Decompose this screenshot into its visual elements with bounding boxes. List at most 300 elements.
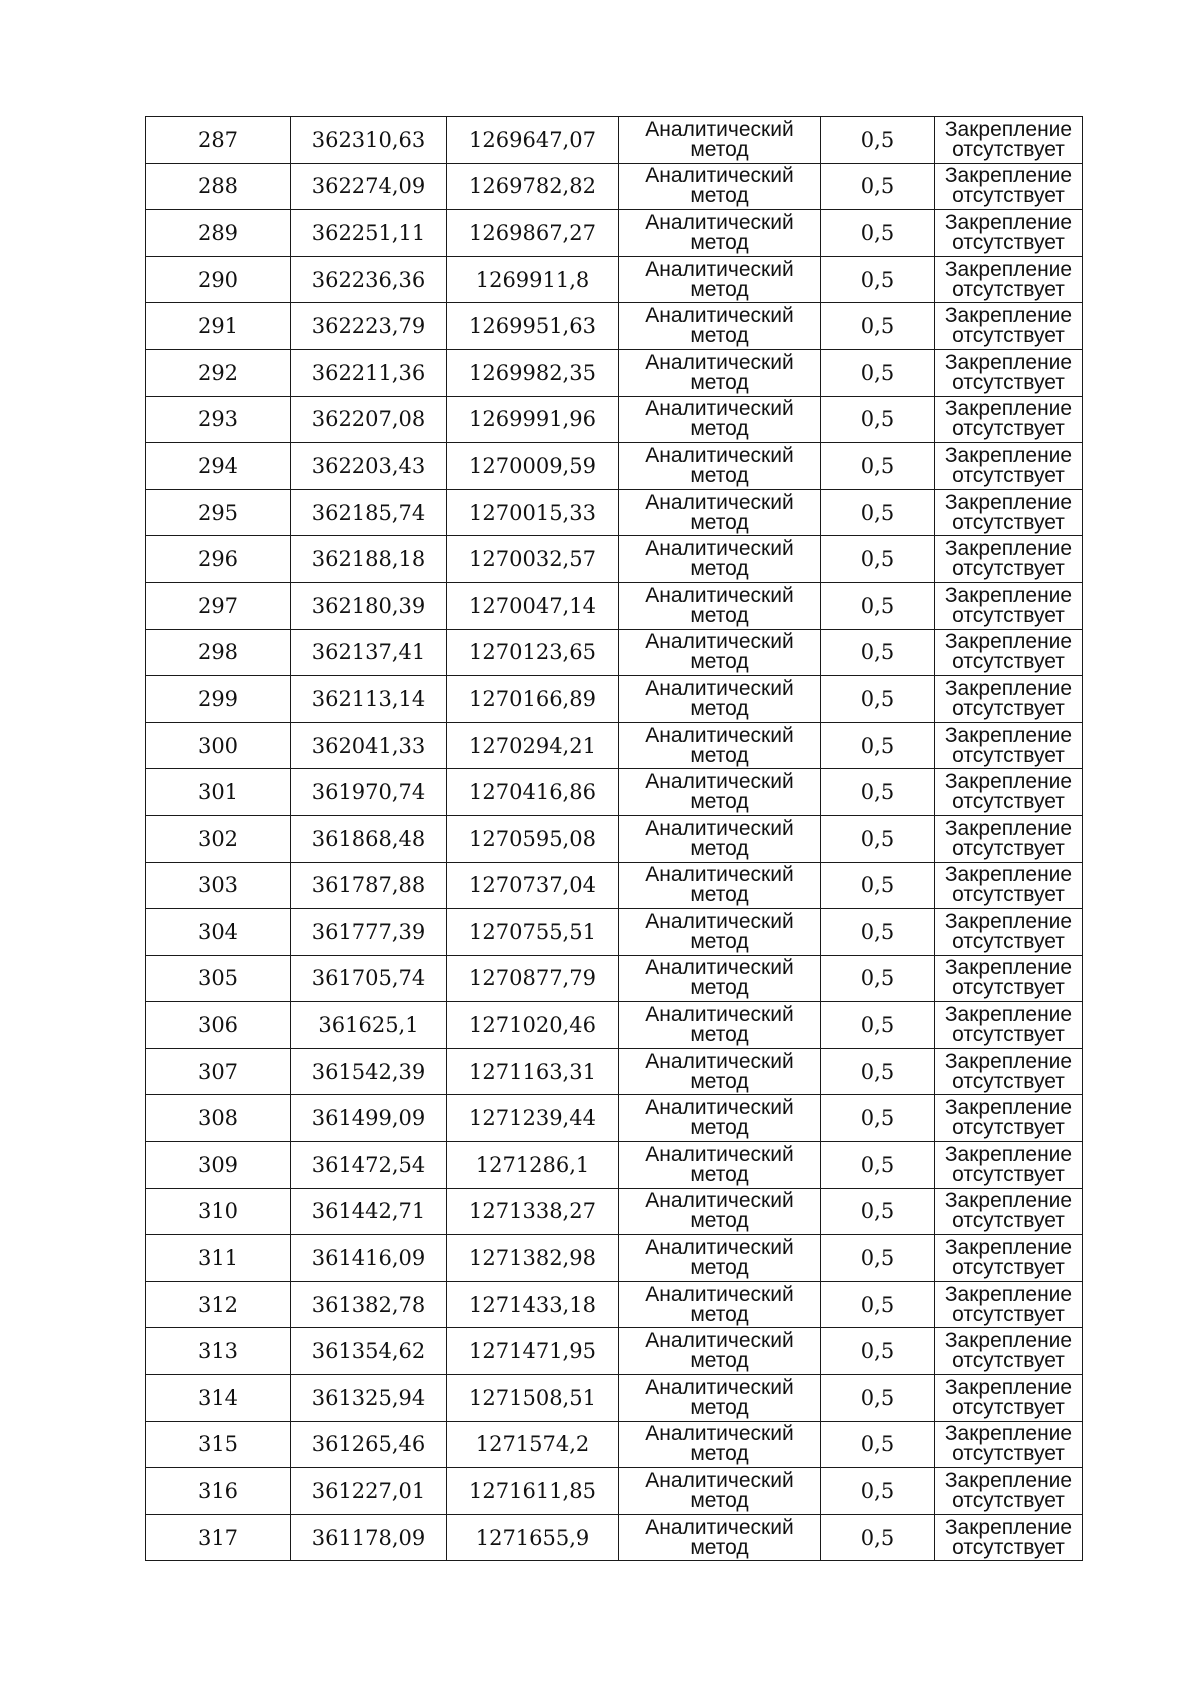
method-line2: метод (690, 1116, 749, 1140)
x-coordinate-cell: 362207,08 (291, 396, 447, 443)
method-line2: метод (690, 603, 749, 627)
fixing-line2: отсутствует (952, 1023, 1065, 1047)
fixing-cell (935, 396, 1083, 443)
x-coordinate-cell: 362041,33 (291, 722, 447, 769)
fixing-line1: Закрепление (944, 164, 1073, 188)
x-coordinate-cell: 362223,79 (291, 303, 447, 350)
accuracy-cell: 0,5 (821, 1514, 935, 1561)
fixing-line2: отсутствует (952, 417, 1065, 441)
fixing-cell (935, 1002, 1083, 1049)
point-number-cell: 303 (146, 862, 291, 909)
table-row (146, 1095, 1083, 1142)
x-coordinate-cell: 361178,09 (291, 1514, 447, 1561)
method-line2: метод (690, 1023, 749, 1047)
method-line1: Аналитический (645, 676, 794, 700)
point-number-cell: 315 (146, 1421, 291, 1468)
accuracy-cell: 0,5 (821, 163, 935, 210)
fixing-line1: Закрепление (944, 1003, 1073, 1027)
y-coordinate-cell: 1270595,08 (447, 815, 619, 862)
fixing-line2: отсутствует (952, 1209, 1065, 1233)
fixing-line2: отсутствует (952, 883, 1065, 907)
y-coordinate-cell: 1271239,44 (447, 1095, 619, 1142)
method-cell (619, 1375, 821, 1422)
x-coordinate-cell: 362310,63 (291, 117, 447, 164)
method-line2: метод (690, 137, 749, 161)
x-coordinate-cell: 361787,88 (291, 862, 447, 909)
method-line1: Аналитический (645, 630, 794, 654)
fixing-cell (935, 769, 1083, 816)
x-coordinate-cell: 362211,36 (291, 349, 447, 396)
fixing-line1: Закрепление (944, 583, 1073, 607)
table-row (146, 1235, 1083, 1282)
accuracy-cell: 0,5 (821, 1328, 935, 1375)
point-number-cell: 304 (146, 909, 291, 956)
method-cell (619, 1514, 821, 1561)
fixing-line1: Закрепление (944, 1515, 1073, 1539)
y-coordinate-cell: 1270032,57 (447, 536, 619, 583)
fixing-line1: Закрепление (944, 257, 1073, 281)
method-cell (619, 349, 821, 396)
point-number-cell: 296 (146, 536, 291, 583)
fixing-line1: Закрепление (944, 210, 1073, 234)
fixing-line1: Закрепление (944, 723, 1073, 747)
point-number-cell: 297 (146, 582, 291, 629)
x-coordinate-cell: 361777,39 (291, 909, 447, 956)
accuracy-cell: 0,5 (821, 1235, 935, 1282)
fixing-line2: отсутствует (952, 1442, 1065, 1466)
method-line2: метод (690, 929, 749, 953)
fixing-line1: Закрепление (944, 770, 1073, 794)
fixing-line2: отсутствует (952, 836, 1065, 860)
table-row (146, 256, 1083, 303)
table-row (146, 769, 1083, 816)
method-line2: метод (690, 790, 749, 814)
method-cell (619, 1095, 821, 1142)
method-line1: Аналитический (645, 304, 794, 328)
accuracy-cell: 0,5 (821, 862, 935, 909)
method-line2: метод (690, 1256, 749, 1280)
y-coordinate-cell: 1271574,2 (447, 1421, 619, 1468)
method-line2: метод (690, 1069, 749, 1093)
method-line2: метод (690, 1489, 749, 1513)
point-number-cell: 294 (146, 443, 291, 490)
method-line2: метод (690, 743, 749, 767)
table-row (146, 1281, 1083, 1328)
fixing-line2: отсутствует (952, 790, 1065, 814)
fixing-cell (935, 955, 1083, 1002)
fixing-line2: отсутствует (952, 463, 1065, 487)
method-cell (619, 676, 821, 723)
accuracy-cell: 0,5 (821, 1048, 935, 1095)
fixing-line2: отсутствует (952, 1069, 1065, 1093)
fixing-line1: Закрепление (944, 1096, 1073, 1120)
y-coordinate-cell: 1269867,27 (447, 210, 619, 257)
method-cell (619, 582, 821, 629)
table-row (146, 163, 1083, 210)
method-line1: Аналитический (645, 863, 794, 887)
method-cell (619, 1328, 821, 1375)
fixing-line2: отсутствует (952, 1256, 1065, 1280)
fixing-cell (935, 1281, 1083, 1328)
accuracy-cell: 0,5 (821, 815, 935, 862)
fixing-line1: Закрепление (944, 1049, 1073, 1073)
accuracy-cell: 0,5 (821, 1142, 935, 1189)
y-coordinate-cell: 1270294,21 (447, 722, 619, 769)
fixing-cell (935, 1048, 1083, 1095)
fixing-cell (935, 163, 1083, 210)
fixing-line2: отсутствует (952, 324, 1065, 348)
fixing-cell (935, 489, 1083, 536)
accuracy-cell: 0,5 (821, 582, 935, 629)
point-number-cell: 292 (146, 349, 291, 396)
method-line2: метод (690, 883, 749, 907)
point-number-cell: 316 (146, 1468, 291, 1515)
y-coordinate-cell: 1270737,04 (447, 862, 619, 909)
x-coordinate-cell: 362137,41 (291, 629, 447, 676)
x-coordinate-cell: 361625,1 (291, 1002, 447, 1049)
table-row (146, 955, 1083, 1002)
fixing-cell (935, 536, 1083, 583)
accuracy-cell: 0,5 (821, 256, 935, 303)
accuracy-cell: 0,5 (821, 1421, 935, 1468)
fixing-cell (935, 1328, 1083, 1375)
accuracy-cell: 0,5 (821, 1095, 935, 1142)
method-line1: Аналитический (645, 1189, 794, 1213)
table-row (146, 909, 1083, 956)
fixing-cell (935, 815, 1083, 862)
fixing-line2: отсутствует (952, 230, 1065, 254)
fixing-line2: отсутствует (952, 1395, 1065, 1419)
method-line1: Аналитический (645, 909, 794, 933)
method-line2: метод (690, 277, 749, 301)
accuracy-cell: 0,5 (821, 1375, 935, 1422)
method-cell (619, 815, 821, 862)
fixing-cell (935, 629, 1083, 676)
fixing-line1: Закрепление (944, 630, 1073, 654)
x-coordinate-cell: 362236,36 (291, 256, 447, 303)
method-line2: метод (690, 1395, 749, 1419)
method-cell (619, 1188, 821, 1235)
method-line1: Аналитический (645, 1422, 794, 1446)
fixing-line1: Закрепление (944, 1329, 1073, 1353)
fixing-line2: отсутствует (952, 184, 1065, 208)
fixing-line1: Закрепление (944, 676, 1073, 700)
method-cell (619, 769, 821, 816)
fixing-line1: Закрепление (944, 304, 1073, 328)
method-cell (619, 862, 821, 909)
y-coordinate-cell: 1271433,18 (447, 1281, 619, 1328)
y-coordinate-cell: 1270877,79 (447, 955, 619, 1002)
point-number-cell: 301 (146, 769, 291, 816)
accuracy-cell: 0,5 (821, 676, 935, 723)
fixing-cell (935, 1468, 1083, 1515)
y-coordinate-cell: 1271020,46 (447, 1002, 619, 1049)
table-row (146, 489, 1083, 536)
method-line2: метод (690, 836, 749, 860)
method-line1: Аналитический (645, 537, 794, 561)
method-line1: Аналитический (645, 723, 794, 747)
fixing-cell (935, 210, 1083, 257)
y-coordinate-cell: 1271163,31 (447, 1048, 619, 1095)
fixing-cell (935, 676, 1083, 723)
y-coordinate-cell: 1271338,27 (447, 1188, 619, 1235)
fixing-cell (935, 722, 1083, 769)
method-cell (619, 1281, 821, 1328)
point-number-cell: 299 (146, 676, 291, 723)
x-coordinate-cell: 362113,14 (291, 676, 447, 723)
accuracy-cell: 0,5 (821, 489, 935, 536)
method-cell (619, 117, 821, 164)
y-coordinate-cell: 1270009,59 (447, 443, 619, 490)
fixing-line1: Закрепление (944, 1236, 1073, 1260)
accuracy-cell: 0,5 (821, 909, 935, 956)
table-row (146, 303, 1083, 350)
fixing-cell (935, 909, 1083, 956)
accuracy-cell: 0,5 (821, 396, 935, 443)
method-line2: метод (690, 463, 749, 487)
method-line2: метод (690, 324, 749, 348)
method-line1: Аналитический (645, 583, 794, 607)
y-coordinate-cell: 1269782,82 (447, 163, 619, 210)
fixing-line2: отсутствует (952, 929, 1065, 953)
y-coordinate-cell: 1270166,89 (447, 676, 619, 723)
method-line2: метод (690, 1535, 749, 1559)
fixing-cell (935, 1514, 1083, 1561)
y-coordinate-cell: 1271471,95 (447, 1328, 619, 1375)
method-cell (619, 1421, 821, 1468)
method-line2: метод (690, 1442, 749, 1466)
table-row (146, 1468, 1083, 1515)
x-coordinate-cell: 361442,71 (291, 1188, 447, 1235)
fixing-cell (935, 1375, 1083, 1422)
method-cell (619, 443, 821, 490)
fixing-cell (935, 117, 1083, 164)
fixing-line2: отсутствует (952, 1162, 1065, 1186)
method-cell (619, 256, 821, 303)
method-line1: Аналитический (645, 210, 794, 234)
point-number-cell: 306 (146, 1002, 291, 1049)
fixing-cell (935, 443, 1083, 490)
fixing-line1: Закрепление (944, 1142, 1073, 1166)
fixing-line2: отсутствует (952, 1535, 1065, 1559)
table-row (146, 1142, 1083, 1189)
table-row (146, 396, 1083, 443)
fixing-line1: Закрепление (944, 350, 1073, 374)
method-cell (619, 909, 821, 956)
fixing-cell (935, 862, 1083, 909)
point-number-cell: 307 (146, 1048, 291, 1095)
method-cell (619, 536, 821, 583)
table-row (146, 1421, 1083, 1468)
method-line1: Аналитический (645, 257, 794, 281)
y-coordinate-cell: 1270416,86 (447, 769, 619, 816)
method-line2: метод (690, 230, 749, 254)
table-row (146, 629, 1083, 676)
table-row (146, 1188, 1083, 1235)
fixing-line1: Закрепление (944, 490, 1073, 514)
fixing-line1: Закрепление (944, 956, 1073, 980)
table-row (146, 676, 1083, 723)
fixing-line1: Закрепление (944, 537, 1073, 561)
accuracy-cell: 0,5 (821, 955, 935, 1002)
y-coordinate-cell: 1270047,14 (447, 582, 619, 629)
fixing-line1: Закрепление (944, 1469, 1073, 1493)
x-coordinate-cell: 361499,09 (291, 1095, 447, 1142)
point-number-cell: 309 (146, 1142, 291, 1189)
fixing-line1: Закрепление (944, 1282, 1073, 1306)
y-coordinate-cell: 1269911,8 (447, 256, 619, 303)
fixing-cell (935, 303, 1083, 350)
table-row (146, 1002, 1083, 1049)
fixing-line1: Закрепление (944, 443, 1073, 467)
accuracy-cell: 0,5 (821, 1188, 935, 1235)
x-coordinate-cell: 362274,09 (291, 163, 447, 210)
point-number-cell: 302 (146, 815, 291, 862)
fixing-cell (935, 582, 1083, 629)
x-coordinate-cell: 361416,09 (291, 1235, 447, 1282)
method-cell (619, 163, 821, 210)
x-coordinate-cell: 361354,62 (291, 1328, 447, 1375)
table-row (146, 862, 1083, 909)
fixing-line2: отсутствует (952, 1489, 1065, 1513)
x-coordinate-cell: 361382,78 (291, 1281, 447, 1328)
x-coordinate-cell: 361325,94 (291, 1375, 447, 1422)
table-row (146, 1328, 1083, 1375)
fixing-line2: отсутствует (952, 976, 1065, 1000)
fixing-line1: Закрепление (944, 1189, 1073, 1213)
table-row (146, 536, 1083, 583)
method-cell (619, 629, 821, 676)
accuracy-cell: 0,5 (821, 769, 935, 816)
fixing-line2: отсутствует (952, 1302, 1065, 1326)
y-coordinate-cell: 1269647,07 (447, 117, 619, 164)
table-row (146, 815, 1083, 862)
table-body (146, 117, 1083, 1561)
point-number-cell: 287 (146, 117, 291, 164)
coordinates-table (145, 116, 1083, 1561)
method-line1: Аналитический (645, 490, 794, 514)
method-line1: Аналитический (645, 1142, 794, 1166)
x-coordinate-cell: 361705,74 (291, 955, 447, 1002)
method-cell (619, 303, 821, 350)
point-number-cell: 313 (146, 1328, 291, 1375)
y-coordinate-cell: 1269991,96 (447, 396, 619, 443)
method-line1: Аналитический (645, 1096, 794, 1120)
x-coordinate-cell: 361542,39 (291, 1048, 447, 1095)
y-coordinate-cell: 1270015,33 (447, 489, 619, 536)
method-line2: метод (690, 557, 749, 581)
point-number-cell: 295 (146, 489, 291, 536)
method-cell (619, 396, 821, 443)
accuracy-cell: 0,5 (821, 117, 935, 164)
point-number-cell: 290 (146, 256, 291, 303)
fixing-cell (935, 1142, 1083, 1189)
fixing-line2: отсутствует (952, 370, 1065, 394)
fixing-cell (935, 1235, 1083, 1282)
accuracy-cell: 0,5 (821, 1002, 935, 1049)
method-cell (619, 210, 821, 257)
table-row (146, 1375, 1083, 1422)
accuracy-cell: 0,5 (821, 1468, 935, 1515)
y-coordinate-cell: 1270123,65 (447, 629, 619, 676)
point-number-cell: 310 (146, 1188, 291, 1235)
point-number-cell: 291 (146, 303, 291, 350)
x-coordinate-cell: 361868,48 (291, 815, 447, 862)
x-coordinate-cell: 362188,18 (291, 536, 447, 583)
method-line1: Аналитический (645, 443, 794, 467)
x-coordinate-cell: 361970,74 (291, 769, 447, 816)
fixing-line1: Закрепление (944, 1375, 1073, 1399)
point-number-cell: 289 (146, 210, 291, 257)
method-line2: метод (690, 370, 749, 394)
fixing-line2: отсутствует (952, 743, 1065, 767)
method-line2: метод (690, 1349, 749, 1373)
method-line2: метод (690, 1162, 749, 1186)
fixing-line2: отсутствует (952, 510, 1065, 534)
y-coordinate-cell: 1270755,51 (447, 909, 619, 956)
method-line1: Аналитический (645, 956, 794, 980)
fixing-line1: Закрепление (944, 397, 1073, 421)
method-cell (619, 1468, 821, 1515)
fixing-cell (935, 1421, 1083, 1468)
method-line1: Аналитический (645, 1049, 794, 1073)
x-coordinate-cell: 362203,43 (291, 443, 447, 490)
x-coordinate-cell: 361472,54 (291, 1142, 447, 1189)
method-line1: Аналитический (645, 1003, 794, 1027)
fixing-line2: отсутствует (952, 650, 1065, 674)
fixing-line2: отсутствует (952, 603, 1065, 627)
accuracy-cell: 0,5 (821, 536, 935, 583)
table-row (146, 1514, 1083, 1561)
method-cell (619, 955, 821, 1002)
y-coordinate-cell: 1269951,63 (447, 303, 619, 350)
point-number-cell: 293 (146, 396, 291, 443)
accuracy-cell: 0,5 (821, 210, 935, 257)
point-number-cell: 298 (146, 629, 291, 676)
method-line2: метод (690, 184, 749, 208)
method-line2: метод (690, 976, 749, 1000)
method-line1: Аналитический (645, 1469, 794, 1493)
method-line1: Аналитический (645, 1236, 794, 1260)
accuracy-cell: 0,5 (821, 722, 935, 769)
x-coordinate-cell: 362251,11 (291, 210, 447, 257)
table-row (146, 443, 1083, 490)
accuracy-cell: 0,5 (821, 629, 935, 676)
point-number-cell: 288 (146, 163, 291, 210)
method-line1: Аналитический (645, 1282, 794, 1306)
x-coordinate-cell: 361227,01 (291, 1468, 447, 1515)
accuracy-cell: 0,5 (821, 349, 935, 396)
fixing-line1: Закрепление (944, 863, 1073, 887)
fixing-line2: отсутствует (952, 277, 1065, 301)
fixing-line2: отсутствует (952, 696, 1065, 720)
fixing-cell (935, 1095, 1083, 1142)
point-number-cell: 300 (146, 722, 291, 769)
point-number-cell: 312 (146, 1281, 291, 1328)
method-cell (619, 1048, 821, 1095)
fixing-line1: Закрепление (944, 117, 1073, 141)
method-line1: Аналитический (645, 164, 794, 188)
table-row (146, 582, 1083, 629)
x-coordinate-cell: 361265,46 (291, 1421, 447, 1468)
method-cell (619, 1142, 821, 1189)
method-line1: Аналитический (645, 117, 794, 141)
fixing-line2: отсутствует (952, 557, 1065, 581)
fixing-line1: Закрепление (944, 1422, 1073, 1446)
x-coordinate-cell: 362185,74 (291, 489, 447, 536)
fixing-cell (935, 256, 1083, 303)
point-number-cell: 308 (146, 1095, 291, 1142)
